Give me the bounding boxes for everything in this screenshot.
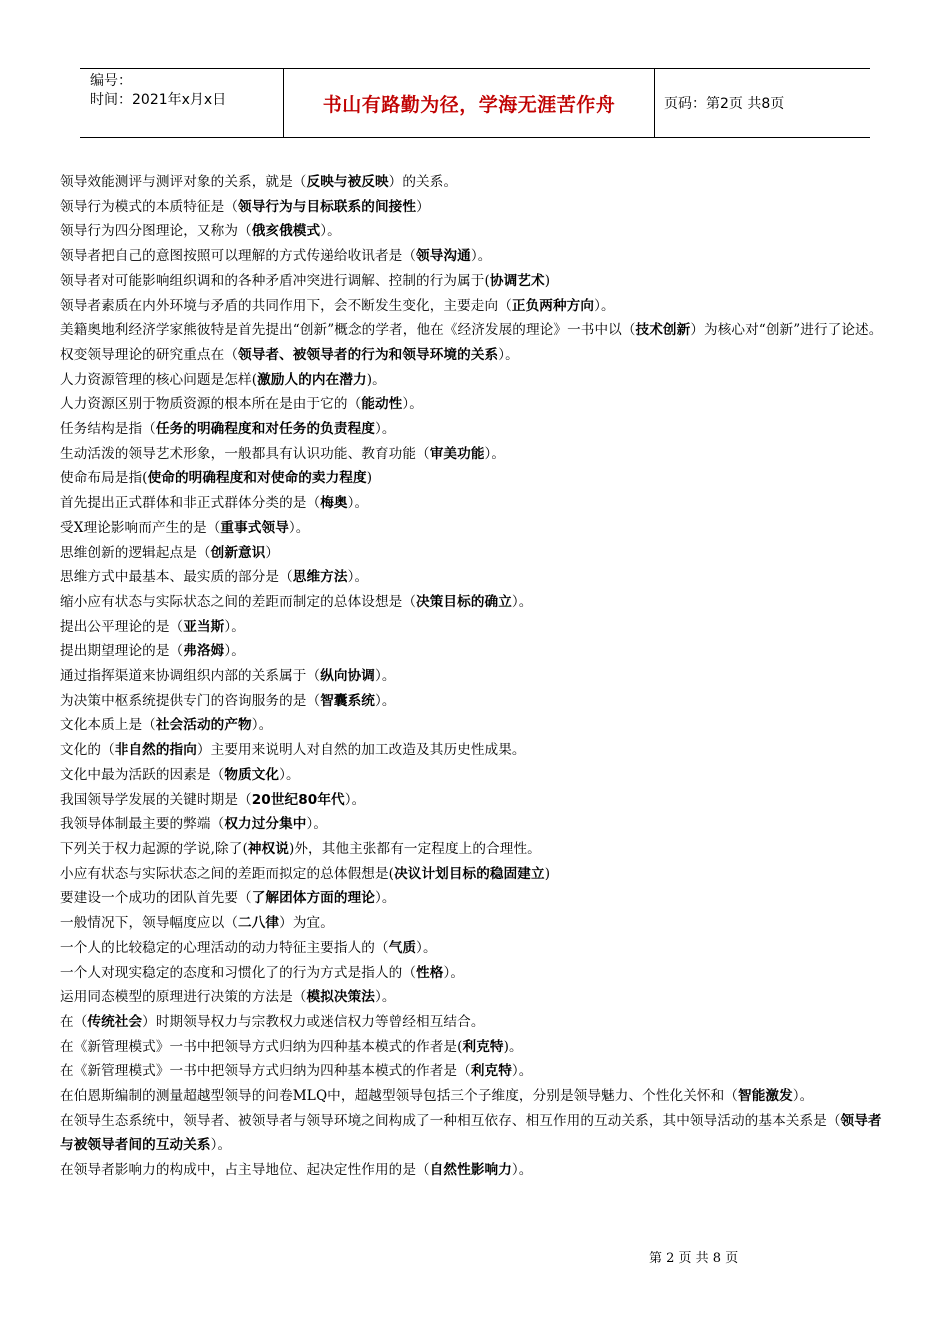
question-text: 一般情况下，领导幅度应以（ [60,915,239,932]
question-suffix: ）。 [347,495,369,512]
header-page-number: 页码：第2页 共8页 [664,96,785,112]
answer-text: 非自然的指向 [114,742,197,759]
question-suffix: ）。 [594,297,615,314]
question-item [60,219,893,244]
question-item [60,318,893,343]
question-text: 领导者把自己的意图按照可以理解的方式传递给收讯者是（ [60,248,417,265]
question-item [60,738,893,763]
answer-text: 自然性影响力 [429,1162,512,1179]
question-item [60,961,893,986]
question-text: 小应有状态与实际状态之间的差距而拟定的总体假想是( [60,865,395,882]
question-text: 我国领导学发展的关键时期是（ [60,791,252,808]
answer-text: 梅奥 [320,495,348,512]
question-text: 在领导者影响力的构成中，占主导地位、起决定性作用的是（ [60,1162,430,1179]
question-item [60,985,893,1010]
header-motto-cell [283,69,655,137]
answer-text: 智囊系统 [320,692,375,709]
question-text: 文化中最为活跃的因素是（ [60,766,225,783]
question-text: 在领导生态系统中，领导者、被领导者与领导环境之间构成了一种相互依存、相互作用的互动关系，其中领导活动的基本关系是（ [60,1112,841,1129]
question-suffix: ）。 [374,421,396,438]
answer-text: 气质 [388,939,417,956]
question-item [60,788,893,813]
question-text: 领导行为四分图理论，又称为（ [60,223,252,240]
question-suffix: ）。 [374,692,396,709]
question-suffix: ）。 [498,346,519,363]
answer-text: 利克特 [462,1038,504,1055]
question-suffix: )外，其他主张都有一定程度上的合理性。 [288,840,541,857]
question-item [60,812,893,837]
answer-text: 技术创新 [635,322,691,339]
question-item [60,590,893,615]
answer-text: 性格 [416,964,444,981]
question-item [60,936,893,961]
question-text: 通过指挥渠道来协调组织内部的关系属于（ [60,668,321,685]
question-item [60,343,893,368]
question-suffix: ）。 [470,248,492,265]
question-suffix: ）。 [511,1063,533,1080]
question-suffix: ）为宜。 [279,915,334,932]
question-item [60,368,893,393]
question-item [60,886,893,911]
question-item [60,1059,893,1084]
question-suffix: )。 [366,371,386,388]
question-suffix: ）主要用来说明人对自然的加工改造及其历史性成果。 [196,742,526,759]
question-item [60,639,893,664]
question-text: 使命布局是指( [60,470,148,487]
header-info [80,69,283,137]
question-text: 美籍奥地利经济学家熊彼特是首先提出“创新”概念的学者，他在《经济发展的理论》一书中以（ [60,322,636,339]
answer-text: 决策目标的确立 [416,593,512,610]
question-suffix: ）。 [402,396,423,413]
question-suffix: ）。 [511,593,533,610]
question-text: 文化本质上是（ [60,717,156,734]
question-item [60,911,893,936]
question-text: 思维方式中最基本、最实质的部分是（ [60,569,293,586]
question-item [60,417,893,442]
question-suffix: ）。 [288,519,310,536]
question-text: 生动活泼的领导艺术形象，一般都具有认识功能、教育功能（ [60,445,430,462]
question-text: 一个人对现实稳定的态度和习惯化了的行为方式是指人的（ [60,964,417,981]
answer-text: 能动性 [361,396,403,413]
question-text: 在（ [60,1013,88,1030]
answer-text: 审美功能 [429,445,485,462]
question-suffix: ）。 [416,939,437,956]
question-suffix: ）。 [484,445,506,462]
answer-text: 领导者与被领导者间的互动关系 [60,1112,882,1154]
answer-text: 物质文化 [224,766,280,783]
answer-text: 传统社会 [87,1013,143,1030]
document-number-label: 编号： [90,73,132,89]
question-text: 受X理论影响而产生的是（ [60,519,221,536]
question-suffix: ）。 [306,816,328,833]
answer-text: 了解团体方面的理论 [251,890,375,907]
question-item [60,837,893,862]
answer-text: 领导者、被领导者的行为和领导环境的关系 [238,346,499,363]
question-text: 人力资源区别于物质资源的根本所在是由于它的（ [60,396,362,413]
answer-text: 神权说 [247,840,289,857]
answer-text: 反映与被反映 [306,174,389,190]
question-suffix: ） [265,544,280,561]
answer-text: 纵向协调 [320,668,375,685]
question-text: 提出公平理论的是（ [60,618,184,635]
question-item [60,615,893,640]
question-item [60,1010,893,1035]
header-motto: 书山有路勤为径，学海无涯苦作舟 [322,93,616,116]
answer-text: 激励人的内在潜力 [257,371,367,388]
question-item [60,713,893,738]
header-page-cell [655,69,870,137]
question-text: 文化的（ [60,742,115,759]
question-suffix: ）。 [251,717,273,734]
question-item [60,294,893,319]
question-text: 在《新管理模式》一书中把领导方式归纳为四种基本模式的作者是( [60,1038,463,1055]
question-text: 领导效能测评与测评对象的关系，就是（ [60,174,307,190]
question-suffix: ）。 [511,1162,533,1179]
question-item [60,195,893,220]
question-suffix: ）。 [279,766,300,783]
answer-text: 20世纪80年代 [251,791,345,808]
question-text: 在《新管理模式》一书中把领导方式归纳为四种基本模式的作者是（ [60,1063,471,1080]
question-suffix: ）时期领导权力与宗教权力或迷信权力等曾经相互结合。 [142,1013,485,1030]
question-suffix: ) [544,272,551,289]
question-suffix: ）。 [224,643,245,660]
question-suffix: )。 [503,1038,523,1055]
question-item [60,491,893,516]
question-item [60,392,893,417]
question-suffix: ）。 [443,964,465,981]
question-text: 权变领导理论的研究重点在（ [60,346,239,363]
question-text: 领导行为模式的本质特征是（ [60,198,239,215]
answer-text: 任务的明确程度和对任务的负责程度 [155,421,375,438]
answer-text: 亚当斯 [183,618,225,635]
question-item [60,244,893,269]
question-item [60,565,893,590]
answer-text: 弗洛姆 [183,643,225,660]
question-text: 要建设一个成功的团队首先要（ [60,890,252,907]
answer-text: 正负两种方向 [511,297,595,314]
question-list [60,170,893,1183]
question-item [60,1158,893,1183]
question-suffix: ）。 [320,223,341,240]
answer-text: 思维方法 [292,569,348,586]
question-item [60,516,893,541]
question-text: 为决策中枢系统提供专门的咨询服务的是（ [60,692,321,709]
answer-text: 协调艺术 [489,272,545,289]
question-suffix: ）。 [374,890,396,907]
question-text: 缩小应有状态与实际状态之间的差距而制定的总体设想是（ [60,593,417,610]
question-suffix: ） [416,198,430,215]
question-suffix: ）。 [344,791,366,808]
question-item [60,763,893,788]
question-item [60,466,893,491]
page-footer: 第 2 页 共 8 页 [649,1251,739,1266]
question-text: 在伯恩斯编制的测量超越型领导的问卷MLQ中，超越型领导包括三个子维度，分别是领导魅力、个性化关怀和（ [60,1088,738,1105]
question-suffix: ）。 [374,989,396,1006]
answer-text: 模拟决策法 [306,989,375,1006]
question-text: 运用同态模型的原理进行决策的方法是（ [60,989,307,1006]
question-suffix: ）。 [224,618,245,635]
question-item [60,689,893,714]
answer-text: 重事式领导 [220,519,289,536]
question-text: 我领导体制最主要的弊端（ [60,816,225,833]
question-suffix: ) [366,470,373,487]
question-text: 下列关于权力起源的学说,除了( [60,840,248,857]
question-text: 一个人的比较稳定的心理活动的动力特征主要指人的（ [60,939,389,956]
question-item [60,862,893,887]
page-header [80,68,870,138]
question-text: 任务结构是指（ [60,421,156,438]
answer-text: 创新意识 [210,544,266,561]
question-text: 领导者对可能影响组织调和的各种矛盾冲突进行调解、控制的行为属于( [60,272,490,289]
question-suffix: ) [544,865,551,882]
question-text: 领导者素质在内外环境与矛盾的共同作用下，会不断发生变化，主要走向（ [60,297,512,314]
answer-text: 智能激发 [738,1088,793,1105]
question-item [60,664,893,689]
question-item [60,1109,893,1158]
question-suffix: ）的关系。 [388,174,458,190]
question-item [60,1035,893,1060]
answer-text: 领导沟通 [416,248,471,265]
answer-text: 二八律 [238,915,280,932]
answer-text: 使命的明确程度和对使命的卖力程度 [147,470,367,487]
answer-text: 利克特 [470,1063,512,1080]
question-item [60,541,893,566]
question-suffix: ）。 [210,1137,232,1154]
question-suffix: ）为核心对“创新”进行了论述。 [690,322,883,339]
question-item [60,170,893,195]
question-item [60,1084,893,1109]
question-suffix: ）。 [347,569,369,586]
answer-text: 权力过分集中 [224,816,307,833]
answer-text: 社会活动的产物 [155,717,252,734]
question-suffix: ）。 [792,1088,814,1105]
question-text: 首先提出正式群体和非正式群体分类的是（ [60,495,321,512]
document-date-label: 时间：2021年x月x日 [90,92,227,108]
question-suffix: ）。 [374,668,396,685]
question-text: 人力资源管理的核心问题是怎样( [60,371,258,388]
question-item [60,269,893,294]
question-text: 思维创新的逻辑起点是（ [60,544,211,561]
answer-text: 俄亥俄模式 [251,223,321,240]
question-text: 提出期望理论的是（ [60,643,184,660]
answer-text: 决议计划目标的稳固建立 [394,865,545,882]
answer-text: 领导行为与目标联系的间接性 [238,198,417,215]
question-item [60,442,893,467]
